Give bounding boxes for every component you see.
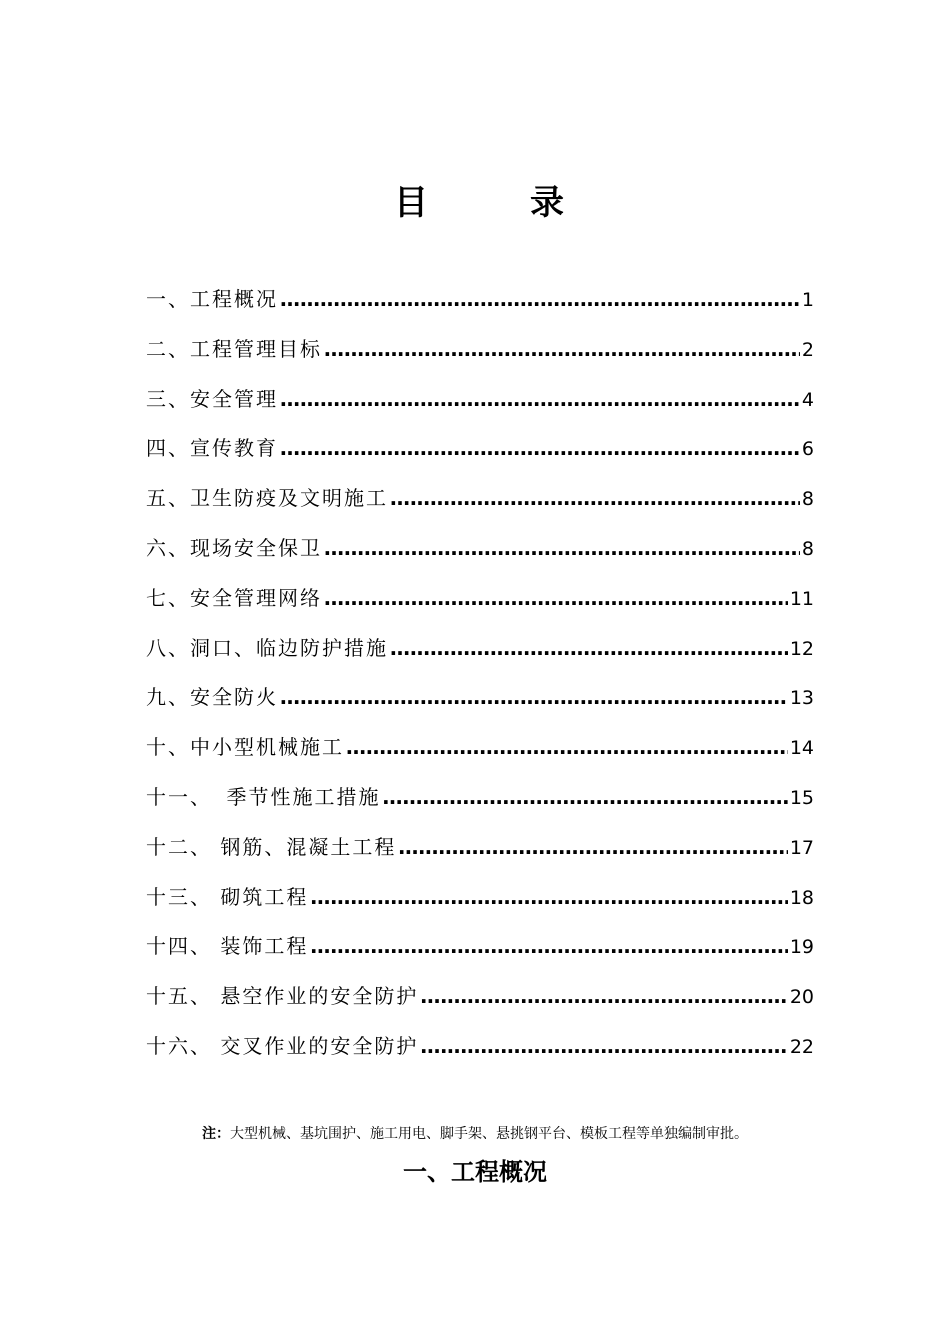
toc-entry-label: 六、现场安全保卫 [146,535,322,560]
toc-entry-page: 22 [789,1035,814,1058]
toc-dot-leader [324,574,788,624]
toc-title-char-1: 目 [394,183,428,223]
toc-dot-leader [383,773,788,823]
toc-entry-page: 18 [789,886,814,909]
toc-entry-page: 12 [789,637,814,660]
toc-entry-label: 四、宣传教育 [146,436,278,461]
toc-entry-label: 五、卫生防疫及文明施工 [146,486,388,511]
toc-entry-page: 6 [801,438,814,461]
toc-entry-label: 七、安全管理网络 [146,585,322,610]
note-text: 大型机械、基坑围护、施工用电、脚手架、悬挑钢平台、模板工程等单独编制审批。 [230,1126,748,1142]
toc-dot-leader [280,424,800,474]
toc-entry[interactable] [146,972,814,1022]
toc-entry-page: 13 [789,687,814,710]
toc-entry[interactable] [146,424,814,474]
toc-list [146,275,814,1072]
toc-entry[interactable] [146,922,814,972]
toc-dot-leader [420,1022,787,1072]
toc-title [0,178,950,228]
toc-entry[interactable] [146,474,814,524]
toc-dot-leader [280,375,800,425]
toc-entry[interactable] [146,823,814,873]
toc-entry-page: 20 [789,986,814,1009]
toc-dot-leader [280,275,800,325]
toc-entry-label-text: 季节性施工措施 [226,784,381,809]
toc-entry-label: 十、中小型机械施工 [146,735,344,760]
toc-dot-leader [420,972,787,1022]
toc-entry[interactable] [146,773,814,823]
toc-entry-label: 二、工程管理目标 [146,336,322,361]
toc-entry[interactable] [146,873,814,923]
toc-entry-page: 1 [801,289,814,311]
toc-entry-page: 8 [801,537,814,560]
toc-entry[interactable] [146,624,814,674]
toc-entry-label: 十六、 交叉作业的安全防护 [146,1033,419,1058]
toc-entry[interactable] [146,275,814,325]
toc-title-char-2: 录 [530,183,564,223]
toc-entry-page: 4 [801,388,814,411]
toc-dot-leader [398,823,787,873]
toc-entry-label: 十二、 钢筋、混凝土工程 [146,834,397,859]
toc-entry-page: 19 [789,936,814,959]
toc-entry-label: 八、洞口、临边防护措施 [146,635,388,660]
toc-dot-leader [324,524,800,574]
toc-entry[interactable] [146,1022,814,1072]
toc-entry-page: 8 [801,488,814,511]
section-heading: 一、工程概况 [403,1158,547,1186]
toc-entry-label: 十五、 悬空作业的安全防护 [146,984,419,1009]
toc-entry[interactable] [146,574,814,624]
toc-dot-leader [390,474,800,524]
toc-dot-leader [324,325,800,375]
toc-entry-label: 十三、 砌筑工程 [146,884,309,909]
toc-dot-leader [280,673,788,723]
toc-entry[interactable] [146,723,814,773]
toc-entry[interactable] [146,325,814,375]
toc-entry[interactable] [146,524,814,574]
toc-entry-page: 2 [801,338,814,361]
toc-entry-page: 17 [789,836,814,859]
toc-entry-label: 三、安全管理 [146,386,278,411]
toc-entry-label: 十一、 [146,784,212,809]
toc-dot-leader [310,873,787,923]
note-label: 注： [202,1126,230,1142]
toc-dot-leader [346,723,788,773]
toc-entry-label: 一、工程概况 [146,287,278,311]
toc-entry-page: 14 [789,737,814,760]
toc-dot-leader [310,922,787,972]
toc-dot-leader [390,624,788,674]
toc-entry-label: 十四、 装饰工程 [146,934,309,959]
toc-entry-page: 15 [789,786,814,809]
toc-entry-label: 九、安全防火 [146,685,278,710]
toc-entry-page: 11 [789,587,814,610]
note [0,1124,950,1144]
toc-entry[interactable] [146,375,814,425]
toc-entry[interactable] [146,673,814,723]
